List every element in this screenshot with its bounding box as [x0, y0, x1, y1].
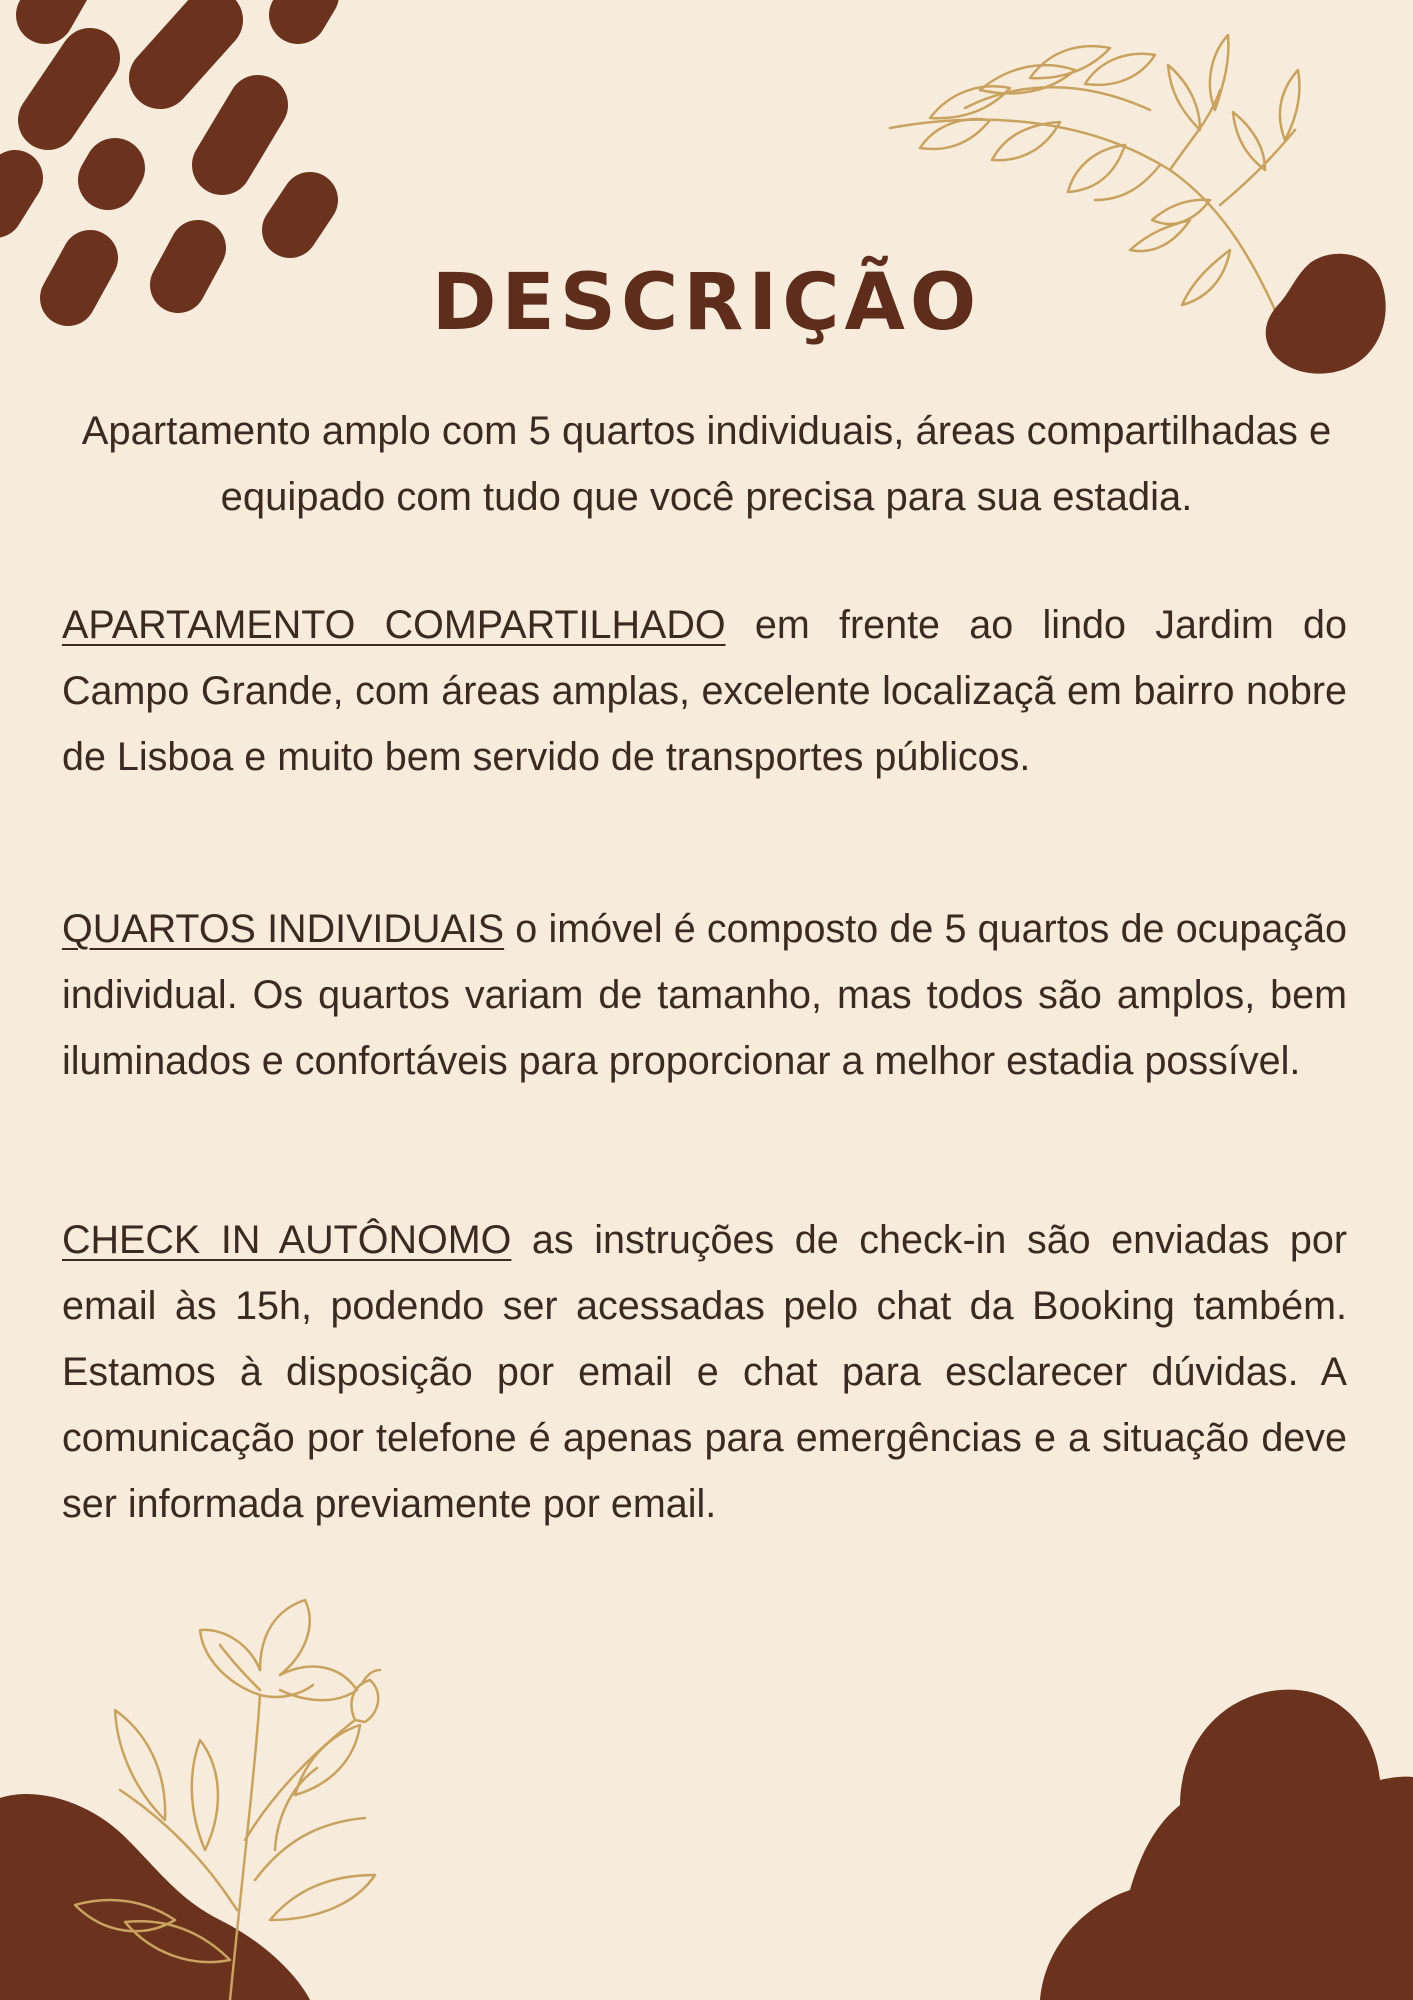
section-text: o imóvel é composto de 5 quartos de ocupação individual. Os quartos variam de tamanho, mas todos são amplos, bem iluminados e confortáveis para proporcionar a melhor estadia possível.: [62, 907, 1348, 1083]
section-heading: CHECK IN AUTÔNOMO: [62, 1218, 512, 1262]
section-text: as instruções de check-in são enviadas por email às 15h, podendo ser acessadas pelo chat da Booking também. Estamos à disposição por email e chat para esclarecer dúvidas. A comunicação por telefone é apenas para emergências e a situação deve ser informada previamente por email.: [62, 1218, 1347, 1526]
section-shared-apartment: [62, 592, 1347, 790]
section-heading: QUARTOS INDIVIDUAIS: [62, 907, 505, 951]
section-self-check-in: [62, 1207, 1347, 1537]
section-heading: APARTAMENTO COMPARTILHADO: [62, 603, 726, 647]
section-individual-rooms: [62, 896, 1347, 1094]
intro-text: Apartamento amplo com 5 quartos individuais, áreas compartilhadas e equipado com tudo que você precisa para sua estadia.: [81, 409, 1332, 519]
flower-line-art-icon: [55, 1590, 445, 2000]
brown-blob-icon: [1040, 1685, 1413, 2000]
page-title: DESCRIÇÃO: [431, 258, 982, 348]
brown-blob-icon: [0, 1780, 330, 2000]
section-text: em frente ao lindo Jardim do Campo Grande, com áreas amplas, excelente localizaçã em bairro nobre de Lisboa e muito bem servido de transportes públicos.: [62, 603, 1347, 779]
